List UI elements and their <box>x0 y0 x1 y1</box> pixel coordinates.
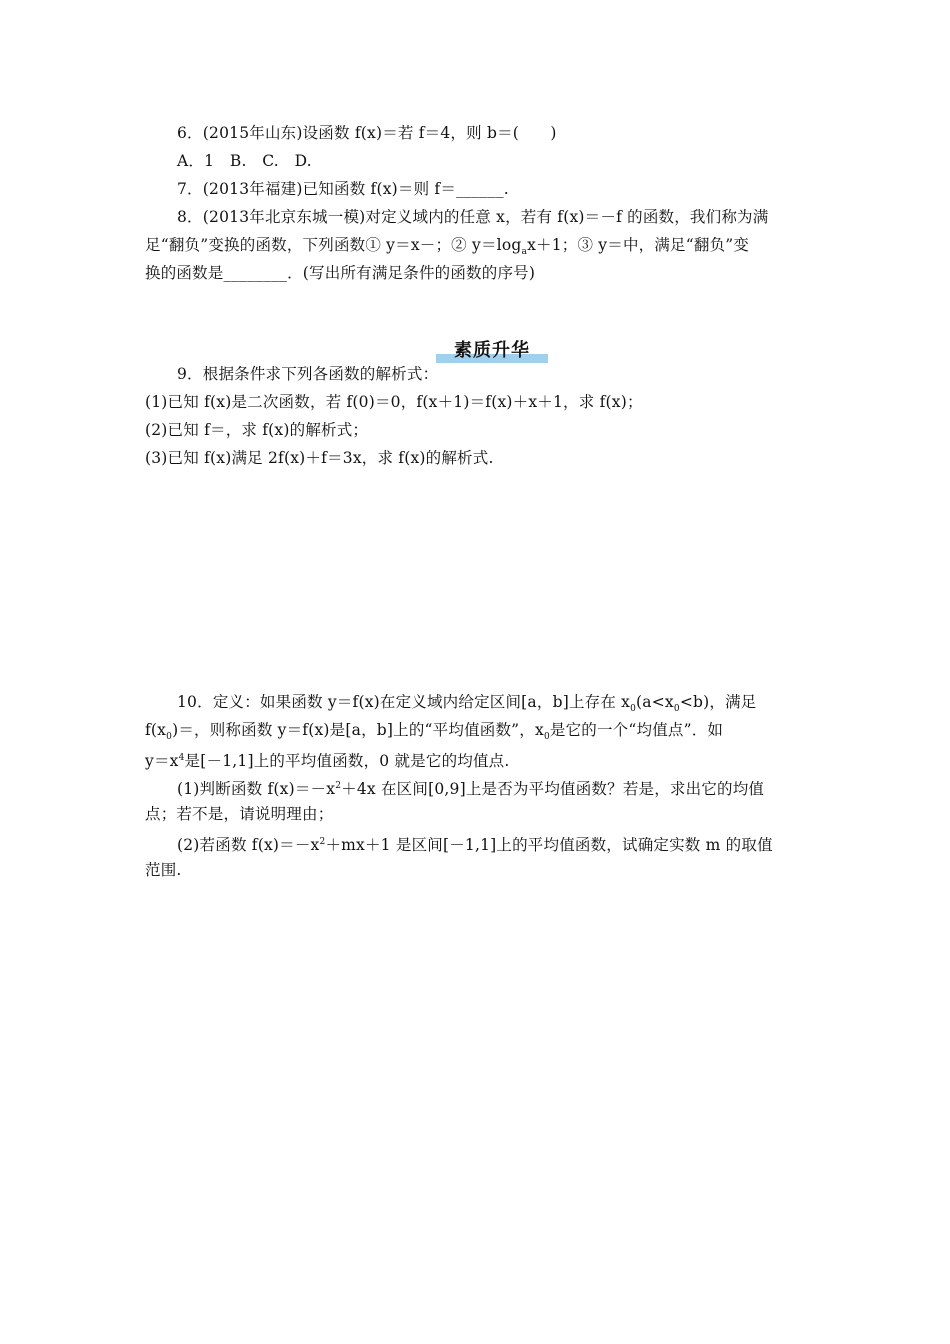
question-10-part-1-line-2: 点；若不是，请说明理由； <box>145 805 334 823</box>
question-9-part-2: (2)已知 f＝，求 f(x)的解析式； <box>145 421 369 439</box>
question-9-part-3: (3)已知 f(x)满足 2f(x)＋f＝3x，求 f(x)的解析式. <box>145 449 494 467</box>
section-title: 素质升华 <box>454 340 530 361</box>
question-10-part-2-line-2: 范围. <box>145 861 182 879</box>
question-6-options: A．1 B. C. D. <box>177 152 312 170</box>
question-10-line-2: $f(x_0)=$，则称函数 y＝f(x)是[a，b]上的“平均值函数”，$x_0$是它的一个“均值点”．如 <box>145 721 724 743</box>
question-10-part-1-line-1: (1)判断函数 $f(x)=-x^2+4x$ 在区间[0,9]上是否为平均值函数？若是，求出它的均值 <box>177 780 765 799</box>
question-8-line-2: 足“翻负”变换的函数，下列函数① y＝x－；② $y=\log_ax+1$；③ y＝中，满足“翻负”变 <box>145 236 750 258</box>
question-10-part-2-line-1: (2)若函数 $f(x)=-x^2+mx+1$ 是区间[－1,1]上的平均值函数，试确定实数 m 的取值 <box>177 836 773 855</box>
question-9-stem: 9．根据条件求下列各函数的解析式： <box>177 365 439 383</box>
question-8-line-1: 8．(2013年北京东城一模)对定义域内的任意 x，若有 f(x)＝－f 的函数，我们称为满 <box>177 208 769 226</box>
question-7: 7．(2013年福建)已知函数 f(x)＝则 f＝______. <box>177 180 509 198</box>
question-10-line-1: 10．定义：如果函数 y＝f(x)在定义域内给定区间[a，b]上存在 $x_0(a<x_0<b)$，满足 <box>177 693 757 715</box>
section-banner <box>436 341 548 363</box>
question-9-part-1: (1)已知 f(x)是二次函数，若 f(0)＝0，f(x＋1)＝f(x)＋x＋1，求 f(x)； <box>145 393 643 411</box>
question-6: 6．(2015年山东)设函数 f(x)＝若 f＝4，则 b＝( ) <box>177 124 557 142</box>
question-8-line-3: 换的函数是________．(写出所有满足条件的函数的序号) <box>145 264 536 282</box>
question-10-line-3: $y=x^4$是[－1,1]上的平均值函数，0 就是它的均值点. <box>145 752 510 771</box>
